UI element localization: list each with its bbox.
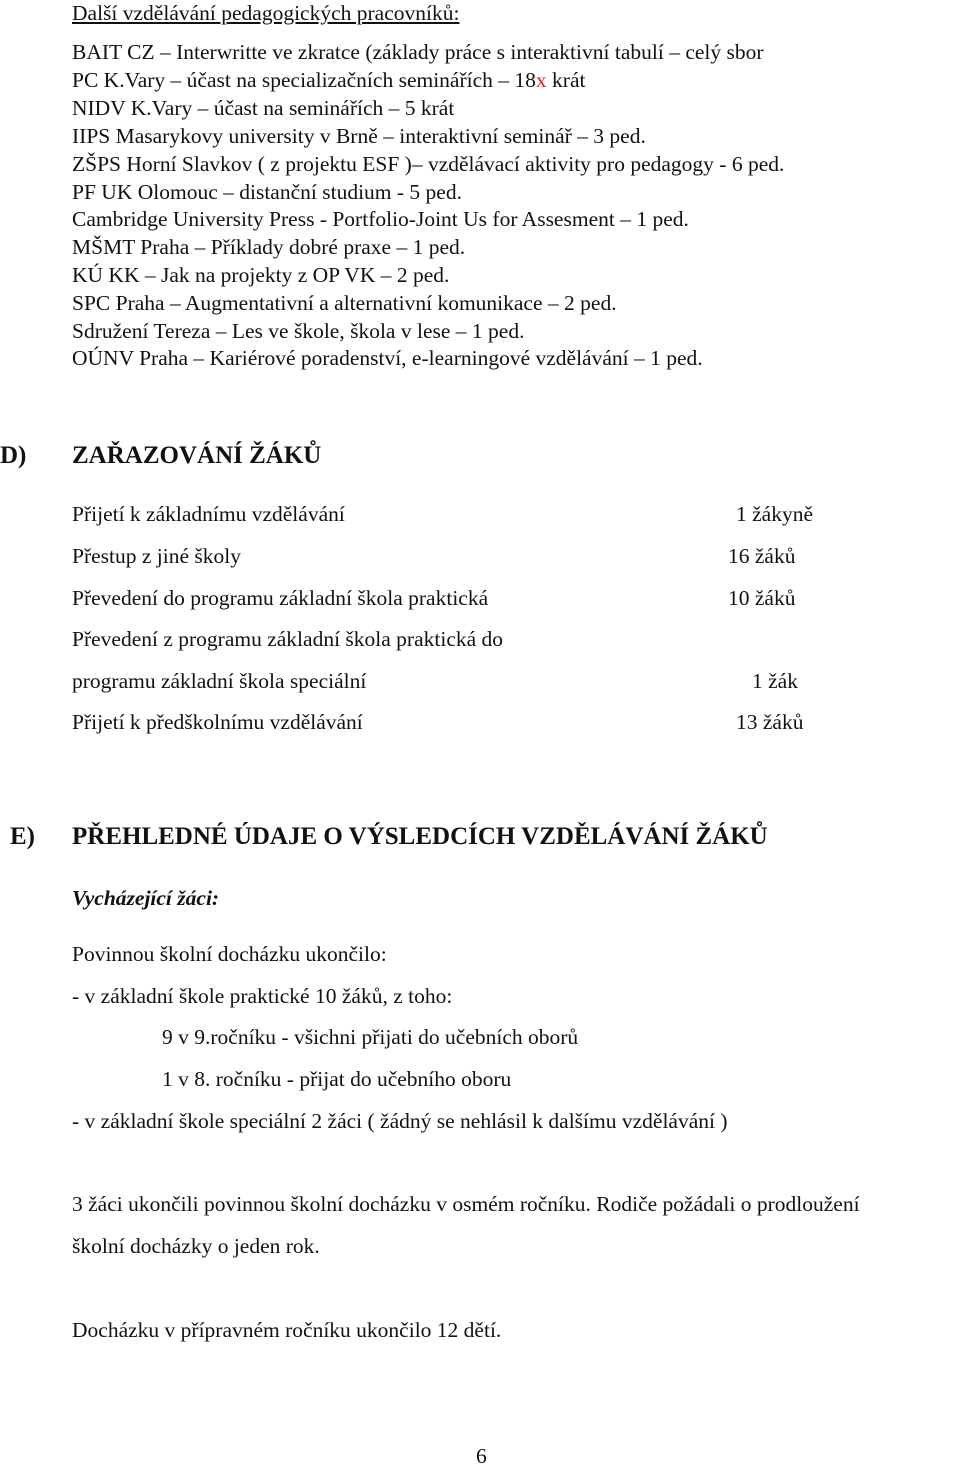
training-line: BAIT CZ – Interwritte ve zkratce (základy práce s interaktivní tabulí – celý sbor xyxy=(72,40,764,64)
enrollment-value: 1 žák xyxy=(752,669,798,693)
results-line: 9 v 9.ročníku - všichni přijati do učebních oborů xyxy=(162,1025,579,1049)
training-line: NIDV K.Vary – účast na seminářích – 5 krát xyxy=(72,96,455,120)
results-line: Docházku v přípravném ročníku ukončilo 12 dětí. xyxy=(72,1318,502,1342)
enrollment-label: Převedení do programu základní škola praktická xyxy=(72,586,489,610)
results-line: - v základní škole praktické 10 žáků, z toho: xyxy=(72,984,453,1008)
training-line: OÚNV Praha – Kariérové poradenství, e-learningové vzdělávání – 1 ped. xyxy=(72,346,703,370)
training-line: Cambridge University Press - Portfolio-Joint Us for Assesment – 1 ped. xyxy=(72,207,689,231)
page-number: 6 xyxy=(476,1444,487,1468)
enrollment-label: Přijetí k základnímu vzdělávání xyxy=(72,502,345,526)
training-heading: Další vzdělávání pedagogických pracovníků: xyxy=(72,1,460,25)
graduates-subheading: Vycházející žáci: xyxy=(72,886,220,910)
section-d-title: ZAŘAZOVÁNÍ ŽÁKŮ xyxy=(72,442,322,469)
training-line: PF UK Olomouc – distanční studium - 5 ped. xyxy=(72,180,462,204)
enrollment-value: 10 žáků xyxy=(728,586,796,610)
enrollment-label: programu základní škola speciální xyxy=(72,669,367,693)
enrollment-label: Přestup z jiné školy xyxy=(72,544,241,568)
section-e-title: PŘEHLEDNÉ ÚDAJE O VÝSLEDCÍCH VZDĚLÁVÁNÍ ŽÁKŮ xyxy=(72,823,768,850)
section-e-letter: E) xyxy=(10,823,35,850)
training-line: ZŠPS Horní Slavkov ( z projektu ESF )– vzdělávací aktivity pro pedagogy - 6 ped. xyxy=(72,152,785,176)
training-line: Sdružení Tereza – Les ve škole, škola v lese – 1 ped. xyxy=(72,319,525,343)
enrollment-label: Přijetí k předškolnímu vzdělávání xyxy=(72,710,363,734)
results-line: Povinnou školní docházku ukončilo: xyxy=(72,942,387,966)
results-line: - v základní škole speciální 2 žáci ( žádný se nehlásil k dalšímu vzdělávání ) xyxy=(72,1109,728,1133)
training-line: PC K.Vary – účast na specializačních seminářích – 18x krát xyxy=(72,68,586,92)
enrollment-label: Převedení z programu základní škola praktická do xyxy=(72,627,504,651)
results-line: 3 žáci ukončili povinnou školní docházku v osmém ročníku. Rodiče požádali o prodloužení xyxy=(72,1192,860,1216)
results-line: školní docházky o jeden rok. xyxy=(72,1234,320,1258)
training-line: KÚ KK – Jak na projekty z OP VK – 2 ped. xyxy=(72,263,450,287)
training-line: SPC Praha – Augmentativní a alternativní komunikace – 2 ped. xyxy=(72,291,617,315)
section-d-letter: D) xyxy=(0,442,27,469)
enrollment-value: 1 žákyně xyxy=(736,502,814,526)
enrollment-value: 16 žáků xyxy=(728,544,796,568)
results-line: 1 v 8. ročníku - přijat do učebního oboru xyxy=(162,1067,512,1091)
training-line: MŠMT Praha – Příklady dobré praxe – 1 ped. xyxy=(72,235,466,259)
training-line: IIPS Masarykovy university v Brně – interaktivní seminář – 3 ped. xyxy=(72,124,646,148)
enrollment-value: 13 žáků xyxy=(736,710,804,734)
